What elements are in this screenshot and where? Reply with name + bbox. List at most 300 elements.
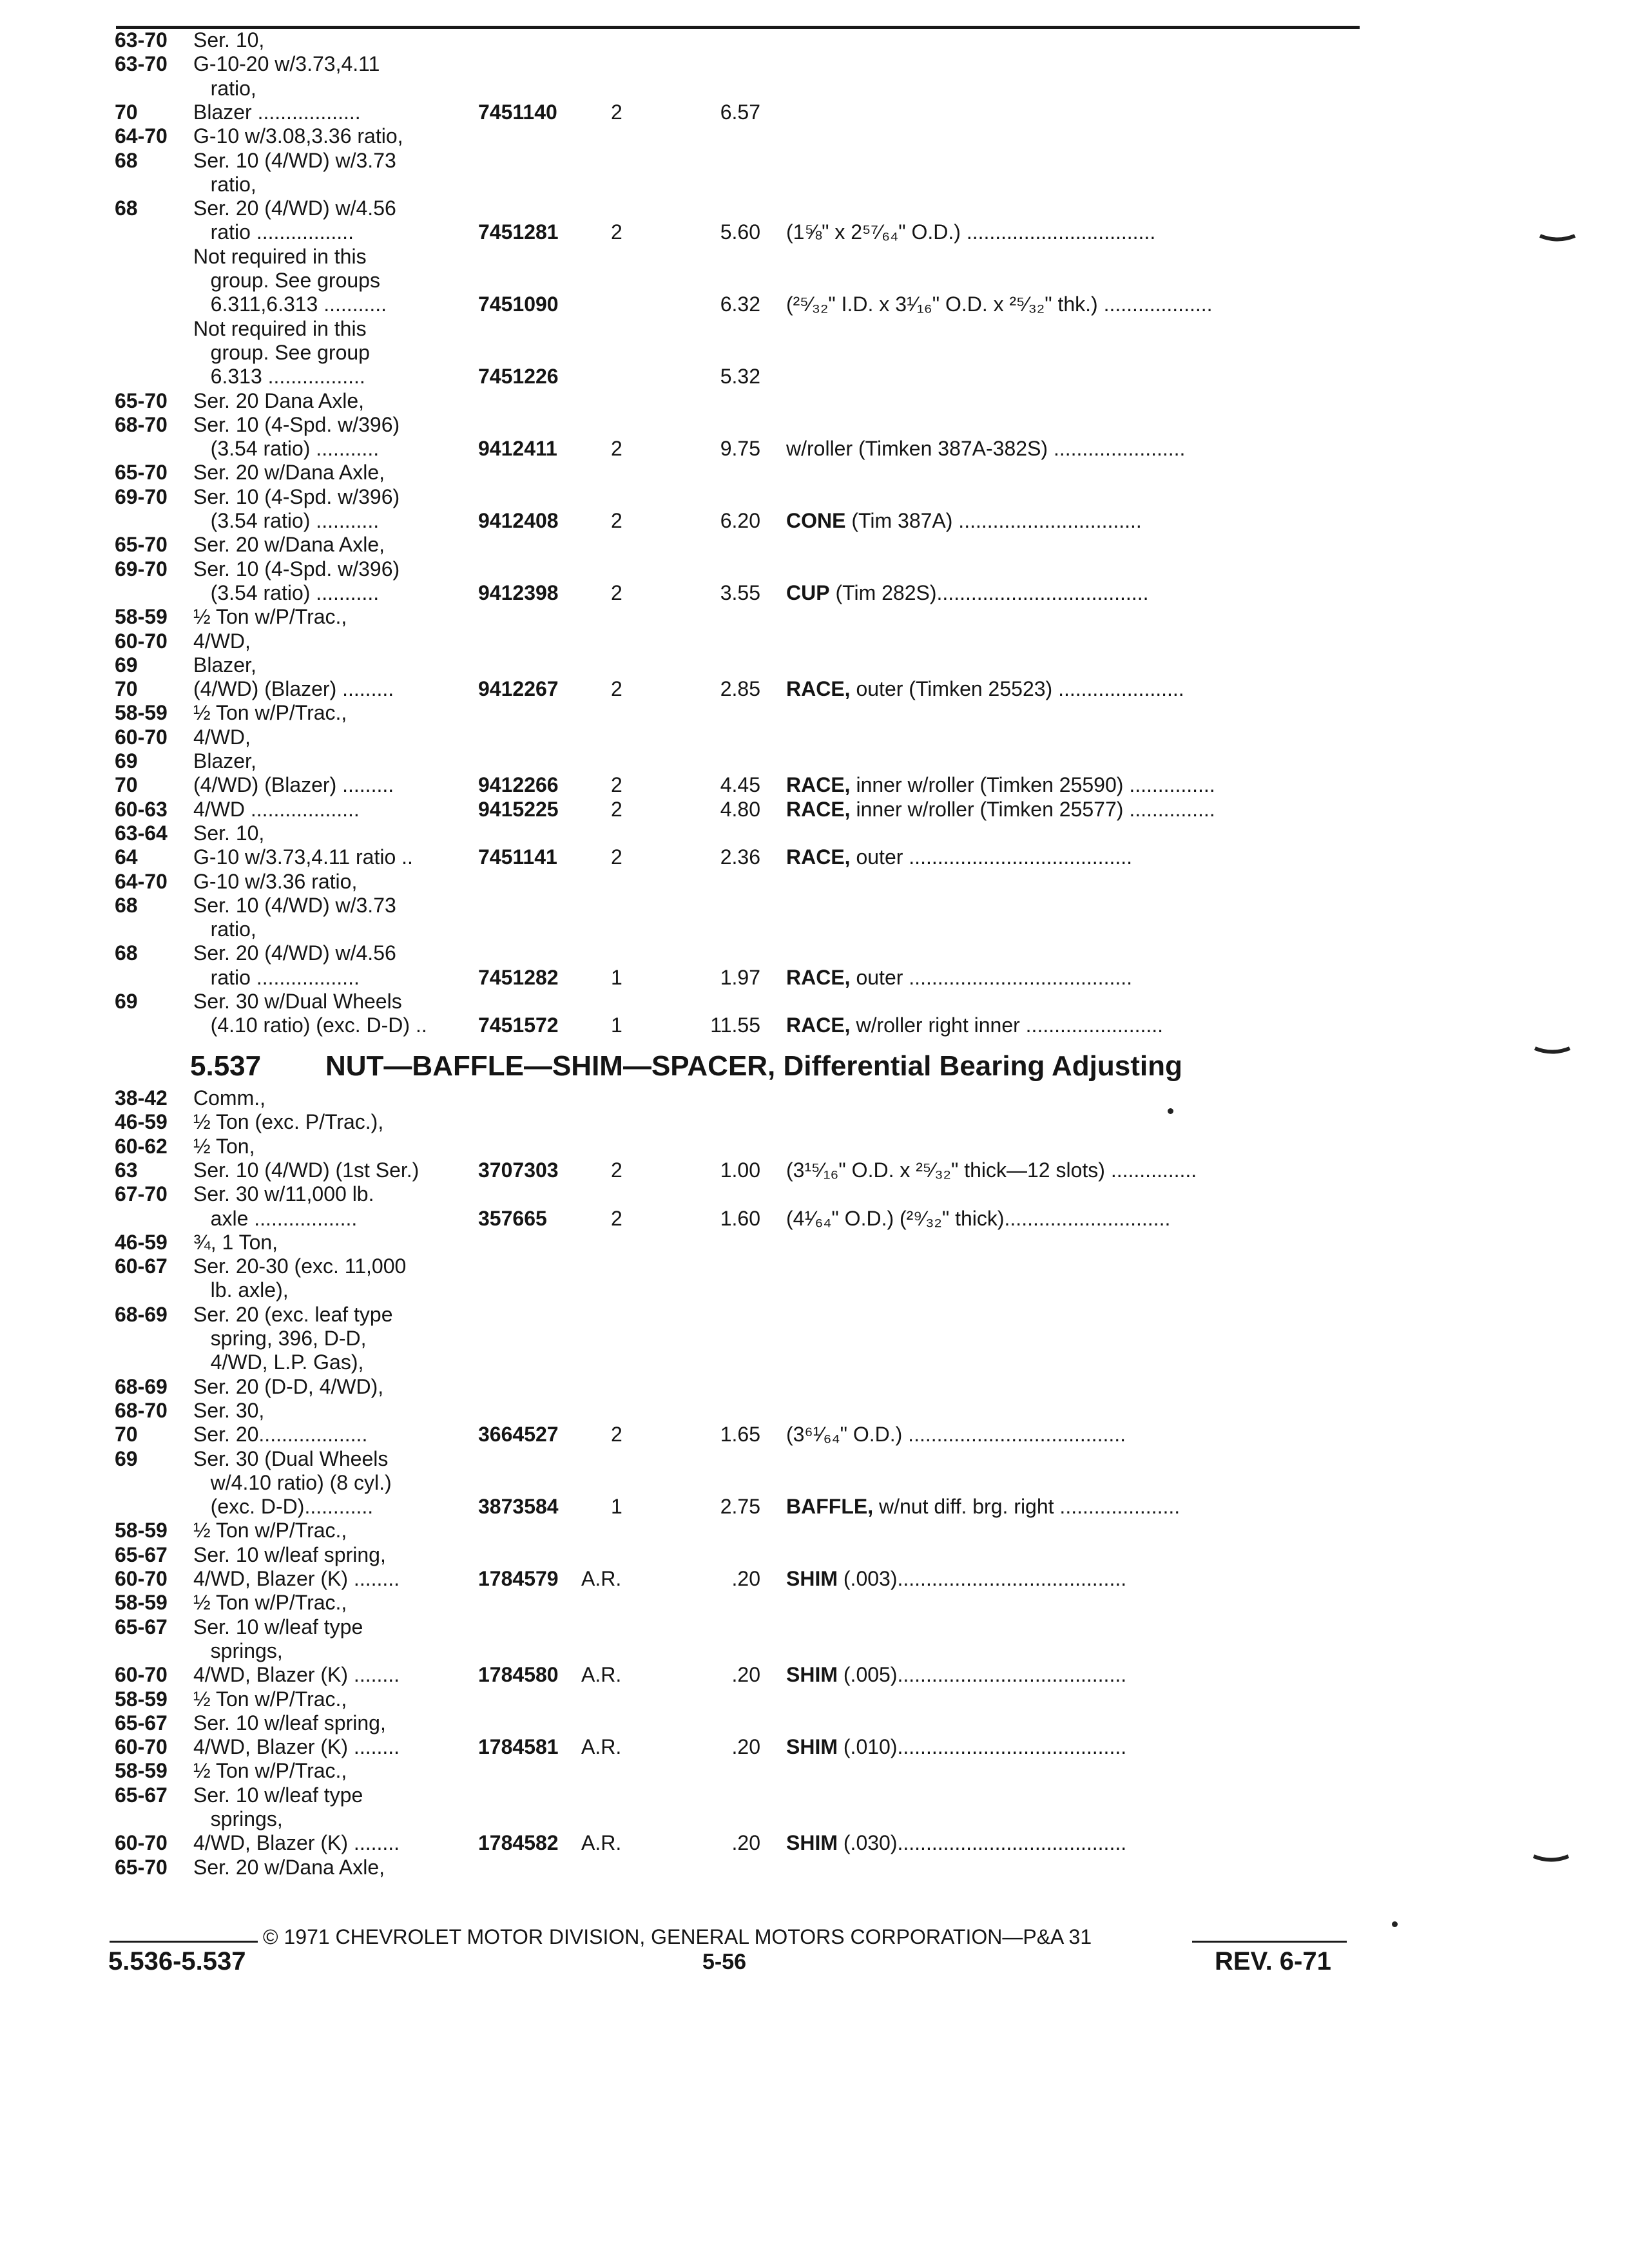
model-years: 68 bbox=[115, 148, 138, 172]
application: G-10 w/3.36 ratio, bbox=[193, 869, 358, 893]
application: Ser. 10 (4/WD) w/3.73 bbox=[193, 148, 396, 172]
part-number: 7451226 bbox=[478, 365, 559, 389]
application: Ser. 30 w/11,000 lb. bbox=[193, 1182, 374, 1206]
application: ½ Ton w/P/Trac., bbox=[193, 1591, 347, 1615]
model-years: 68 bbox=[115, 941, 138, 965]
application: Ser. 20 Dana Axle, bbox=[193, 389, 365, 412]
catalog-row bbox=[0, 845, 1418, 869]
application: Ser. 30 (Dual Wheels bbox=[193, 1446, 389, 1470]
part-number: 3664527 bbox=[478, 1423, 559, 1446]
catalog-row bbox=[0, 28, 1418, 52]
quantity: 2 bbox=[611, 581, 622, 604]
section-title: NUT—BAFFLE—SHIM—SPACER, Differential Bearing Adjusting bbox=[325, 1050, 1182, 1082]
catalog-row bbox=[0, 581, 1418, 604]
scan-dot bbox=[1392, 1921, 1398, 1927]
description-text: (.010)........................................ bbox=[838, 1735, 1127, 1759]
description-text: (Tim 282S)..................................... bbox=[829, 581, 1149, 604]
catalog-row bbox=[0, 1543, 1418, 1566]
quantity: A.R. bbox=[581, 1567, 622, 1590]
model-years: 69 bbox=[115, 1446, 138, 1470]
quantity: 2 bbox=[611, 773, 622, 797]
quantity: 2 bbox=[611, 509, 622, 532]
description-keyword: RACE, bbox=[786, 965, 851, 989]
application: Ser. 20................... bbox=[193, 1423, 368, 1446]
catalog-row bbox=[0, 1567, 1418, 1590]
catalog-row bbox=[0, 341, 1418, 364]
scan-dot bbox=[1168, 1108, 1173, 1114]
application: 4/WD, bbox=[193, 725, 251, 749]
application: Ser. 10 w/leaf spring, bbox=[193, 1711, 386, 1735]
application: Ser. 20 (4/WD) w/4.56 bbox=[193, 197, 396, 220]
application: G-10 w/3.73,4.11 ratio .. bbox=[193, 845, 413, 869]
application: lb. axle), bbox=[193, 1278, 289, 1302]
catalog-row bbox=[0, 509, 1418, 532]
description-text: outer (Timken 25523) ...................... bbox=[850, 677, 1184, 701]
application: (4/WD) (Blazer) ......... bbox=[193, 773, 394, 797]
application: Ser. 20 w/Dana Axle, bbox=[193, 533, 385, 557]
price: 1.00 bbox=[720, 1158, 760, 1182]
price: 3.55 bbox=[720, 581, 760, 604]
application: springs, bbox=[193, 1639, 283, 1662]
description-text: (.003)........................................ bbox=[838, 1567, 1127, 1590]
application: ½ Ton w/P/Trac., bbox=[193, 1519, 347, 1542]
catalog-row bbox=[0, 1591, 1418, 1614]
model-years: 63-70 bbox=[115, 28, 168, 52]
application: Ser. 20 w/Dana Axle, bbox=[193, 461, 385, 485]
application: Ser. 10 (4-Spd. w/396) bbox=[193, 485, 400, 508]
price: 4.45 bbox=[720, 773, 760, 797]
model-years: 70 bbox=[115, 677, 138, 701]
application: Ser. 10 w/leaf spring, bbox=[193, 1542, 386, 1566]
catalog-row bbox=[0, 605, 1418, 628]
application: G-10 w/3.08,3.36 ratio, bbox=[193, 124, 403, 148]
model-years: 60-63 bbox=[115, 797, 168, 821]
catalog-row bbox=[0, 389, 1418, 412]
description-keyword: SHIM bbox=[786, 1567, 838, 1590]
application: Ser. 10 (4-Spd. w/396) bbox=[193, 557, 400, 581]
catalog-row bbox=[0, 1495, 1418, 1518]
model-years: 65-70 bbox=[115, 461, 168, 485]
model-years: 69 bbox=[115, 990, 138, 1013]
price: 2.75 bbox=[720, 1495, 760, 1519]
application: group. See groups bbox=[193, 269, 380, 292]
catalog-row bbox=[0, 1687, 1418, 1711]
application: Ser. 30 w/Dual Wheels bbox=[193, 990, 402, 1013]
model-years: 60-70 bbox=[115, 1735, 168, 1759]
application: ¾, 1 Ton, bbox=[193, 1230, 278, 1254]
part-number: 7451141 bbox=[478, 845, 557, 869]
catalog-row bbox=[0, 1423, 1418, 1446]
catalog-row bbox=[0, 1735, 1418, 1758]
quantity: 2 bbox=[611, 1423, 622, 1446]
description-text: w/nut diff. brg. right ..................... bbox=[873, 1495, 1181, 1519]
catalog-row bbox=[0, 1663, 1418, 1686]
application: Ser. 20 (exc. leaf type bbox=[193, 1302, 393, 1326]
application: Comm., bbox=[193, 1086, 265, 1110]
catalog-row bbox=[0, 1327, 1418, 1350]
catalog-row bbox=[0, 990, 1418, 1013]
catalog-row bbox=[0, 726, 1418, 749]
description-text: outer ....................................... bbox=[850, 845, 1133, 869]
catalog-row bbox=[0, 1014, 1418, 1037]
catalog-row bbox=[0, 533, 1418, 556]
margin-mark bbox=[1539, 234, 1576, 243]
catalog-row bbox=[0, 966, 1418, 989]
catalog-row bbox=[0, 941, 1418, 965]
application: Ser. 20-30 (exc. 11,000 bbox=[193, 1254, 407, 1278]
model-years: 58-59 bbox=[115, 701, 168, 725]
model-years: 60-70 bbox=[115, 1567, 168, 1590]
description-keyword: RACE, bbox=[786, 845, 851, 869]
footer-rule-right bbox=[1192, 1941, 1347, 1943]
quantity: 2 bbox=[611, 677, 622, 701]
catalog-row bbox=[0, 461, 1418, 484]
description-text: (1⅝" x 2⁵⁷⁄₆₄" O.D.) ................................. bbox=[786, 220, 1156, 244]
application: Ser. 30, bbox=[193, 1398, 265, 1422]
catalog-row bbox=[0, 1759, 1418, 1782]
model-years: 58-59 bbox=[115, 1591, 168, 1615]
description-text: (Tim 387A) ................................ bbox=[845, 509, 1142, 532]
part-number: 357665 bbox=[478, 1206, 547, 1230]
catalog-row bbox=[0, 1807, 1418, 1831]
quantity: 2 bbox=[611, 1206, 622, 1230]
price: 6.20 bbox=[720, 509, 760, 532]
model-years: 70 bbox=[115, 100, 138, 124]
application: Ser. 20 w/Dana Axle, bbox=[193, 1855, 385, 1879]
description-text: (4¹⁄₆₄" O.D.) (²⁹⁄₃₂" thick)............................. bbox=[786, 1206, 1171, 1230]
quantity: A.R. bbox=[581, 1663, 622, 1687]
application: group. See group bbox=[193, 340, 370, 364]
application: 4/WD, bbox=[193, 629, 251, 653]
catalog-row bbox=[0, 557, 1418, 581]
catalog-row bbox=[0, 149, 1418, 172]
price: 5.60 bbox=[720, 220, 760, 244]
price: .20 bbox=[731, 1567, 760, 1590]
part-number: 7451281 bbox=[478, 220, 559, 244]
application: ½ Ton w/P/Trac., bbox=[193, 605, 347, 629]
model-years: 70 bbox=[115, 773, 138, 797]
model-years: 65-67 bbox=[115, 1542, 168, 1566]
description-text: inner w/roller (Timken 25577) ............... bbox=[850, 797, 1215, 821]
application: Ser. 10 w/leaf type bbox=[193, 1783, 363, 1807]
description-keyword: RACE, bbox=[786, 797, 851, 821]
model-years: 58-59 bbox=[115, 1687, 168, 1711]
application: ½ Ton w/P/Trac., bbox=[193, 1687, 347, 1711]
model-years: 68-70 bbox=[115, 412, 168, 436]
catalog-row bbox=[0, 1447, 1418, 1470]
catalog-row bbox=[0, 1639, 1418, 1662]
catalog-row bbox=[0, 773, 1418, 796]
section-number: 5.537 bbox=[190, 1050, 262, 1082]
application: 4/WD ................... bbox=[193, 797, 360, 821]
part-number: 1784579 bbox=[478, 1567, 559, 1590]
catalog-row bbox=[0, 677, 1418, 700]
footer-section-range: 5.536-5.537 bbox=[108, 1947, 246, 1975]
application: ratio ................. bbox=[193, 220, 354, 244]
quantity: 1 bbox=[611, 1014, 622, 1037]
description-text: (.030)........................................ bbox=[838, 1831, 1127, 1855]
catalog-row bbox=[0, 1375, 1418, 1398]
quantity: 2 bbox=[611, 220, 622, 244]
catalog-row bbox=[0, 1783, 1418, 1807]
application: Not required in this bbox=[193, 244, 367, 268]
catalog-row bbox=[0, 749, 1418, 773]
application: 4/WD, Blazer (K) ........ bbox=[193, 1663, 400, 1687]
application: Ser. 10 w/leaf type bbox=[193, 1615, 363, 1639]
price: .20 bbox=[731, 1663, 760, 1687]
description-text: w/roller right inner ........................ bbox=[850, 1014, 1164, 1037]
description-text: (²⁵⁄₃₂" I.D. x 3¹⁄₁₆" O.D. x ²⁵⁄₃₂" thk.) ................... bbox=[786, 293, 1213, 316]
quantity: A.R. bbox=[581, 1831, 622, 1855]
model-years: 68-70 bbox=[115, 1398, 168, 1422]
catalog-row bbox=[0, 822, 1418, 845]
catalog-row bbox=[0, 1135, 1418, 1158]
price: .20 bbox=[731, 1831, 760, 1855]
description-text: inner w/roller (Timken 25590) ............... bbox=[850, 773, 1215, 797]
application: G-10-20 w/3.73,4.11 bbox=[193, 52, 380, 76]
part-number: 3707303 bbox=[478, 1158, 559, 1182]
catalog-row bbox=[0, 1158, 1418, 1182]
margin-mark bbox=[1534, 1046, 1571, 1055]
application: Ser. 20 (4/WD) w/4.56 bbox=[193, 941, 396, 965]
catalog-row bbox=[0, 1711, 1418, 1735]
application: 6.311,6.313 ........... bbox=[193, 293, 387, 316]
application: Blazer .................. bbox=[193, 100, 361, 124]
catalog-row bbox=[0, 798, 1418, 821]
model-years: 46-59 bbox=[115, 1230, 168, 1254]
application: Blazer, bbox=[193, 749, 256, 773]
catalog-row bbox=[0, 1231, 1418, 1254]
application: ratio, bbox=[193, 76, 256, 100]
quantity: 2 bbox=[611, 437, 622, 461]
model-years: 69-70 bbox=[115, 485, 168, 508]
footer-copyright: © 1971 CHEVROLET MOTOR DIVISION, GENERAL MOTORS CORPORATION—P&A 31 bbox=[263, 1925, 1092, 1948]
application: ratio, bbox=[193, 172, 256, 196]
price: 5.32 bbox=[720, 365, 760, 389]
model-years: 46-59 bbox=[115, 1110, 168, 1134]
price: 6.32 bbox=[720, 293, 760, 316]
catalog-row bbox=[0, 653, 1418, 677]
application: 6.313 ................. bbox=[193, 365, 365, 389]
model-years: 65-67 bbox=[115, 1711, 168, 1735]
footer-revision: REV. 6-71 bbox=[1215, 1947, 1331, 1975]
part-number: 9412408 bbox=[478, 509, 559, 532]
catalog-row bbox=[0, 701, 1418, 724]
model-years: 60-70 bbox=[115, 725, 168, 749]
application: Ser. 20 (D-D, 4/WD), bbox=[193, 1374, 384, 1398]
description-text: (3⁶¹⁄₆₄" O.D.) ...................................... bbox=[786, 1423, 1126, 1446]
description-keyword: BAFFLE, bbox=[786, 1495, 874, 1519]
part-number: 9412411 bbox=[478, 437, 557, 461]
catalog-row bbox=[0, 894, 1418, 917]
catalog-row bbox=[0, 918, 1418, 941]
part-number: 7451140 bbox=[478, 100, 557, 124]
application: (4/WD) (Blazer) ......... bbox=[193, 677, 394, 701]
description-text: (3¹⁵⁄₁₆" O.D. x ²⁵⁄₃₂" thick—12 slots) ............... bbox=[786, 1158, 1197, 1182]
model-years: 68 bbox=[115, 197, 138, 220]
model-years: 60-62 bbox=[115, 1134, 168, 1158]
model-years: 70 bbox=[115, 1423, 138, 1446]
catalog-row bbox=[0, 1471, 1418, 1494]
price: 2.85 bbox=[720, 677, 760, 701]
application: Not required in this bbox=[193, 316, 367, 340]
application: Ser. 10, bbox=[193, 821, 265, 845]
footer-rule-left bbox=[110, 1941, 258, 1943]
part-number: 9412398 bbox=[478, 581, 559, 604]
catalog-row bbox=[0, 245, 1418, 268]
catalog-row bbox=[0, 1519, 1418, 1542]
model-years: 60-70 bbox=[115, 629, 168, 653]
quantity: 2 bbox=[611, 797, 622, 821]
model-years: 65-70 bbox=[115, 1855, 168, 1879]
quantity: A.R. bbox=[581, 1735, 622, 1759]
price: .20 bbox=[731, 1735, 760, 1759]
model-years: 64-70 bbox=[115, 124, 168, 148]
part-number: 7451282 bbox=[478, 965, 559, 989]
catalog-row bbox=[0, 1086, 1418, 1110]
model-years: 63-70 bbox=[115, 52, 168, 76]
model-years: 60-70 bbox=[115, 1663, 168, 1687]
catalog-row bbox=[0, 77, 1418, 100]
catalog-row bbox=[0, 1110, 1418, 1133]
application: ratio, bbox=[193, 918, 256, 941]
price: 2.36 bbox=[720, 845, 760, 869]
application: ½ Ton w/P/Trac., bbox=[193, 1759, 347, 1783]
description-keyword: SHIM bbox=[786, 1735, 838, 1759]
application: 4/WD, Blazer (K) ........ bbox=[193, 1735, 400, 1759]
application: ½ Ton, bbox=[193, 1134, 255, 1158]
part-number: 9412266 bbox=[478, 773, 559, 797]
catalog-row bbox=[0, 1831, 1418, 1854]
model-years: 65-67 bbox=[115, 1615, 168, 1639]
model-years: 69 bbox=[115, 749, 138, 773]
description-keyword: RACE, bbox=[786, 677, 851, 701]
price: 1.97 bbox=[720, 965, 760, 989]
application: Ser. 10 (4/WD) w/3.73 bbox=[193, 893, 396, 917]
model-years: 38-42 bbox=[115, 1086, 168, 1110]
price: 1.60 bbox=[720, 1206, 760, 1230]
description-keyword: SHIM bbox=[786, 1663, 838, 1687]
application: axle .................. bbox=[193, 1206, 358, 1230]
margin-mark bbox=[1532, 1854, 1570, 1863]
catalog-row bbox=[0, 485, 1418, 508]
catalog-row bbox=[0, 1399, 1418, 1422]
catalog-row bbox=[0, 317, 1418, 340]
price: 1.65 bbox=[720, 1423, 760, 1446]
part-number: 7451572 bbox=[478, 1014, 559, 1037]
catalog-row bbox=[0, 1350, 1418, 1374]
application: 4/WD, Blazer (K) ........ bbox=[193, 1831, 400, 1855]
model-years: 58-59 bbox=[115, 1759, 168, 1783]
application: springs, bbox=[193, 1807, 283, 1831]
quantity: 1 bbox=[611, 1495, 622, 1519]
quantity: 1 bbox=[611, 965, 622, 989]
model-years: 63-64 bbox=[115, 821, 168, 845]
application: 4/WD, Blazer (K) ........ bbox=[193, 1567, 400, 1590]
description-keyword: SHIM bbox=[786, 1831, 838, 1855]
model-years: 64 bbox=[115, 845, 138, 869]
application: Ser. 10 (4-Spd. w/396) bbox=[193, 412, 400, 436]
catalog-row bbox=[0, 269, 1418, 292]
application: ½ Ton (exc. P/Trac.), bbox=[193, 1110, 384, 1134]
part-number: 1784580 bbox=[478, 1663, 559, 1687]
catalog-row bbox=[0, 1182, 1418, 1206]
price: 4.80 bbox=[720, 797, 760, 821]
model-years: 58-59 bbox=[115, 605, 168, 629]
catalog-row bbox=[0, 101, 1418, 124]
application: Ser. 10, bbox=[193, 28, 265, 52]
application: Blazer, bbox=[193, 653, 256, 677]
catalog-row bbox=[0, 1278, 1418, 1302]
catalog-row bbox=[0, 293, 1418, 316]
application: (4.10 ratio) (exc. D-D) .. bbox=[193, 1014, 427, 1037]
footer-page-number: 5-56 bbox=[702, 1950, 747, 1974]
description-text: w/roller (Timken 387A-382S) ....................... bbox=[786, 437, 1186, 461]
model-years: 65-70 bbox=[115, 533, 168, 557]
catalog-row bbox=[0, 52, 1418, 75]
model-years: 69-70 bbox=[115, 557, 168, 581]
part-number: 7451090 bbox=[478, 293, 559, 316]
catalog-row bbox=[0, 220, 1418, 244]
catalog-row bbox=[0, 413, 1418, 436]
application: spring, 396, D-D, bbox=[193, 1327, 367, 1350]
catalog-row bbox=[0, 1615, 1418, 1639]
quantity: 2 bbox=[611, 845, 622, 869]
part-number: 3873584 bbox=[478, 1495, 559, 1519]
description-keyword: CONE bbox=[786, 509, 846, 532]
model-years: 65-67 bbox=[115, 1783, 168, 1807]
quantity: 2 bbox=[611, 100, 622, 124]
description-text: (.005)........................................ bbox=[838, 1663, 1127, 1687]
application: (3.54 ratio) ........... bbox=[193, 509, 380, 532]
price: 11.55 bbox=[710, 1014, 760, 1037]
catalog-row bbox=[0, 365, 1418, 388]
model-years: 68 bbox=[115, 893, 138, 917]
catalog-row bbox=[0, 197, 1418, 220]
catalog-row bbox=[0, 124, 1418, 148]
catalog-row bbox=[0, 629, 1418, 653]
model-years: 63 bbox=[115, 1158, 138, 1182]
model-years: 58-59 bbox=[115, 1519, 168, 1542]
application: (3.54 ratio) ........... bbox=[193, 581, 380, 604]
description-keyword: RACE, bbox=[786, 773, 851, 797]
model-years: 69 bbox=[115, 653, 138, 677]
part-number: 1784582 bbox=[478, 1831, 559, 1855]
description-keyword: RACE, bbox=[786, 1014, 851, 1037]
catalog-row bbox=[0, 1856, 1418, 1879]
application: Ser. 10 (4/WD) (1st Ser.) bbox=[193, 1158, 419, 1182]
catalog-row bbox=[0, 1207, 1418, 1230]
model-years: 65-70 bbox=[115, 389, 168, 412]
catalog-row bbox=[0, 437, 1418, 460]
catalog-row bbox=[0, 870, 1418, 893]
price: 9.75 bbox=[720, 437, 760, 461]
model-years: 67-70 bbox=[115, 1182, 168, 1206]
catalog-row bbox=[0, 173, 1418, 196]
catalog-row bbox=[0, 1303, 1418, 1326]
model-years: 60-70 bbox=[115, 1831, 168, 1855]
part-number: 1784581 bbox=[478, 1735, 559, 1759]
part-number: 9415225 bbox=[478, 797, 559, 821]
quantity: 2 bbox=[611, 1158, 622, 1182]
description-text: outer ....................................... bbox=[850, 965, 1133, 989]
model-years: 68-69 bbox=[115, 1374, 168, 1398]
application: ratio .................. bbox=[193, 965, 360, 989]
catalog-row bbox=[0, 1254, 1418, 1278]
model-years: 60-67 bbox=[115, 1254, 168, 1278]
application: ½ Ton w/P/Trac., bbox=[193, 701, 347, 725]
part-number: 9412267 bbox=[478, 677, 559, 701]
